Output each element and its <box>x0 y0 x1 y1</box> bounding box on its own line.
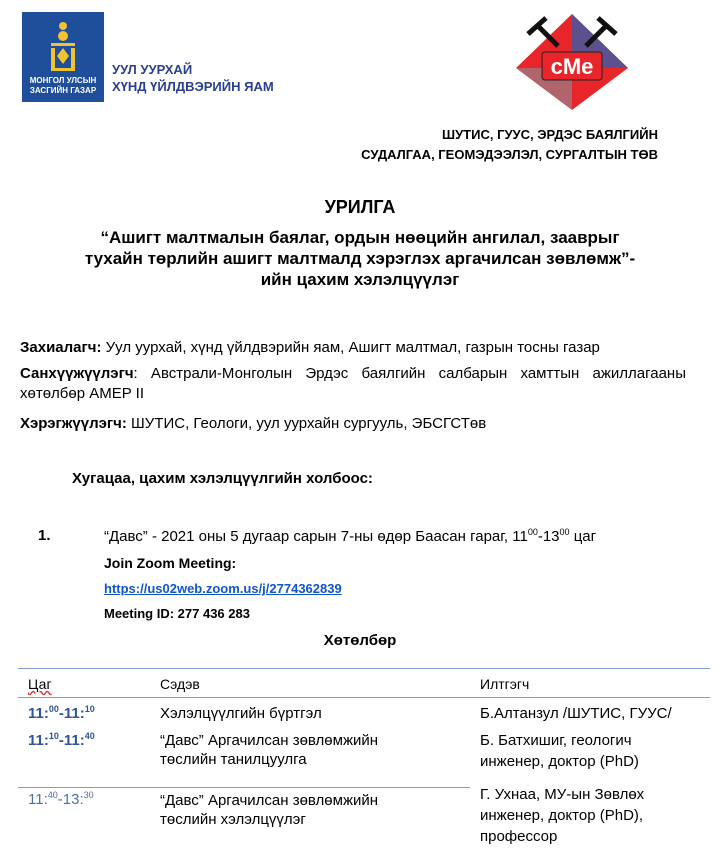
meeting-id: Meeting ID: 277 436 283 <box>104 606 250 621</box>
soyombo-icon <box>49 20 77 72</box>
emblem-text-line2: ЗАСГИЙН ГАЗАР <box>29 86 97 95</box>
item-number: 1. <box>38 527 51 544</box>
center-name: ШУТИС, ГУУС, ЭРДЭС БАЯЛГИЙН СУДАЛГАА, ГЕОМЭДЭЭЛЭЛ, СУРГАЛТЫН ТӨВ <box>361 127 658 162</box>
header-time: Цаг <box>28 676 52 692</box>
executor-line <box>20 414 686 434</box>
row2-time: 11:$^{10}$-11:$^{40}$ <box>28 731 95 749</box>
row3-rule <box>18 787 470 788</box>
row3-topic: “Давс” Аргачилсан зөвлөмжийн төслийн хэлэлцүүлэг <box>160 792 379 828</box>
header-speaker: Илтгэгч <box>480 676 530 692</box>
invitation-subtitle: “Ашигт малтмалын баялаг, ордын нөөцийн ангилал, зааврыг тухайн төрлийн ашигт малтмалд хэрэглэх аргачилсан зөвлөмж”- ийн цахим хэлэлцүүлэг <box>84 228 636 289</box>
customer-line <box>20 338 686 358</box>
header-topic: Сэдэв <box>160 676 200 692</box>
event-line: “Давс” - 2021 оны 5 дугаар сарын 7-ны өдөр Баасан гараг, $11^{00}-13^{00}$ цаг <box>104 527 597 545</box>
executor-label: Хэрэгжүүлэгч: <box>20 415 127 432</box>
table-header-rule <box>18 697 710 698</box>
sponsor-value: : Австрали-Монголын Эрдэс баялгийн салбарын хамттын ажиллагааны хөтөлбөр AMEP II <box>20 365 686 402</box>
invitation-title: УРИЛГА <box>324 197 396 217</box>
customer-value: Уул уурхай, хүнд үйлдвэрийн яам, Ашигт малтмал, газрын тосны газар <box>101 339 600 356</box>
table-top-rule <box>18 668 710 669</box>
row2-speaker: Б. Батхишиг, геологич инженер, доктор (PhD) <box>480 732 639 770</box>
cme-logo <box>512 10 632 114</box>
customer-label: Захиалагч: <box>20 339 102 356</box>
sponsor-line <box>20 364 686 404</box>
emblem-text-line1: МОНГОЛ УЛСЫН <box>29 76 97 85</box>
row1-speaker: Б.Алтанзул /ШУТИС, ГУУС/ <box>480 705 672 722</box>
ministry-name: УУЛ УУРХАЙ ХҮНД ҮЙЛДВЭРИЙН ЯАМ <box>112 62 274 94</box>
row2-topic: “Давс” Аргачилсан зөвлөмжийн төслийн танилцуулга <box>160 732 379 768</box>
row1-time: 11:$^{00}$-11:$^{10}$ <box>28 704 95 722</box>
executor-value: ШУТИС, Геологи, уул уурхайн сургууль, ЭБСГСТөв <box>126 415 487 432</box>
row3-speaker: Г. Ухнаа, МУ-ын Зөвлөх инженер, доктор (PhD), профессор <box>480 786 645 845</box>
row3-time: 11:$^{40}$-13:$^{30}$ <box>28 790 94 808</box>
government-emblem-logo <box>22 12 104 102</box>
zoom-label: Join Zoom Meeting: <box>104 555 237 571</box>
schedule-heading: Хугацаа, цахим хэлэлцүүлгийн холбоос: <box>72 470 373 487</box>
program-title: Хөтөлбөр <box>323 632 397 649</box>
cme-logo-text: сMe <box>550 54 594 79</box>
zoom-meeting-link[interactable]: https://us02web.zoom.us/j/2774362839 <box>104 581 342 596</box>
sponsor-label: Санхүүжүүлэгч <box>20 365 134 382</box>
row1-topic: Хэлэлцүүлгийн бүртгэл <box>160 705 322 722</box>
